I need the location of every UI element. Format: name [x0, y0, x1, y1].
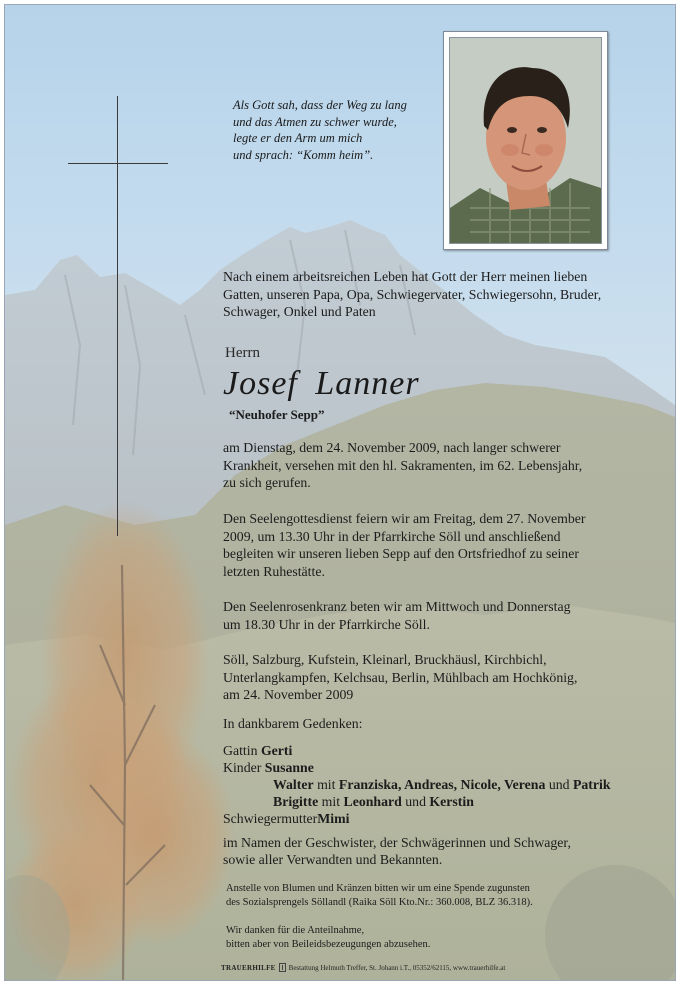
family-wife-row: [223, 742, 292, 759]
rosary-line: um 18.30 Uhr in der Pfarrkirche Söll.: [223, 616, 430, 632]
funeral-line: Den Seelengottesdienst feiern wir am Freitag, dem 27. November: [223, 511, 586, 526]
death-notice: [223, 439, 582, 492]
family-heading: In dankbarem Gedenken:: [223, 716, 363, 731]
children-label: Kinder: [223, 760, 262, 775]
poem-line: Als Gott sah, dass der Weg zu lang: [233, 98, 407, 112]
intro-text: [223, 268, 601, 321]
funeral-home-contact: Bestattung Helmuth Treffer, St. Johann i.T., 05352/62115, www.trauerhilfe.at: [288, 963, 506, 972]
grandchild-name: Kerstin: [429, 794, 474, 809]
connector: und: [548, 777, 570, 792]
places-line: Unterlangkampfen, Kelchsau, Berlin, Mühlbach am Hochkönig,: [223, 669, 578, 685]
poem-line: legte er den Arm um mich: [233, 131, 363, 145]
deceased-name: Josef Lanner: [223, 365, 420, 402]
cross-horizontal-bar: [68, 163, 168, 164]
places-line: Söll, Salzburg, Kufstein, Kleinarl, Bruckhäusl, Kirchbichl,: [223, 652, 547, 667]
death-line: zu sich gerufen.: [223, 475, 311, 490]
thanks-line: Wir danken für die Anteilnahme,: [226, 925, 365, 936]
grandchild-name: Leonhard: [343, 794, 402, 809]
family-children-row: [223, 759, 314, 776]
child-name: Brigitte: [273, 794, 319, 809]
portrait-photo: [449, 37, 602, 244]
grandchild-name: Patrik: [572, 777, 611, 792]
family-child-row: [273, 793, 474, 810]
donation-line: des Sozialsprengels Söllandl (Raika Söll Kto.Nr.: 360.008, BLZ 36.318).: [226, 897, 533, 908]
thanks-line: bitten aber von Beileidsbezeugungen abzusehen.: [226, 939, 431, 950]
relatives-line: sowie aller Verwandten und Bekannten.: [223, 852, 443, 867]
salutation: Herrn: [225, 345, 260, 361]
mother-in-law-label: Schwiegermutter: [223, 811, 318, 826]
deceased-nickname: “Neuhofer Sepp”: [229, 407, 325, 422]
rosary-notice: [223, 598, 571, 633]
grandchildren-names: Franziska, Andreas, Nicole, Verena: [338, 777, 546, 792]
funeral-notice: [223, 510, 585, 580]
wife-label: Gattin: [223, 743, 258, 758]
places-line: am 24. November 2009: [223, 687, 354, 702]
funeral-line: letzten Ruhestätte.: [223, 563, 325, 579]
intro-line: Schwager, Onkel und Paten: [223, 304, 376, 319]
funeral-home-brand: TRAUERHILFE: [221, 963, 276, 972]
funeral-line: 2009, um 13.30 Uhr in der Pfarrkirche Söll und anschließend: [223, 528, 561, 544]
portrait-frame: [443, 31, 608, 250]
death-line: Krankheit, versehen mit den hl. Sakramenten, im 62. Lebensjahr,: [223, 457, 583, 473]
connector: mit: [321, 794, 341, 809]
wife-name: Gerti: [260, 743, 293, 758]
memorial-poem: [233, 97, 407, 163]
intro-line: Nach einem arbeitsreichen Leben hat Gott der Herr meinen lieben: [223, 269, 588, 284]
donation-line: Anstelle von Blumen und Kränzen bitten wir um eine Spende zugunsten: [226, 883, 530, 894]
connector: und: [405, 794, 426, 809]
death-line: am Dienstag, dem 24. November 2009, nach langer schwerer: [223, 440, 561, 455]
child-name: Walter: [273, 777, 314, 792]
cross-logo-icon: [279, 963, 286, 972]
cross-vertical-bar: [117, 96, 118, 536]
relatives-line: im Namen der Geschwister, der Schwägerinnen und Schwager,: [223, 835, 571, 850]
poem-line: und sprach: “Komm heim”.: [233, 147, 374, 162]
rosary-line: Den Seelenrosenkranz beten wir am Mittwoch und Donnerstag: [223, 599, 571, 614]
places-dateline: [223, 651, 577, 704]
mother-in-law-name: Mimi: [317, 811, 350, 826]
obituary-card: [4, 4, 676, 981]
intro-line: Gatten, unseren Papa, Opa, Schwiegervater, Schwiegersohn, Bruder,: [223, 286, 602, 302]
family-mother-in-law-row: [223, 810, 349, 827]
funeral-line: begleiten wir unseren lieben Sepp auf den Ortsfriedhof zu seiner: [223, 546, 579, 561]
connector: mit: [317, 777, 336, 792]
family-child-row: [273, 776, 611, 793]
child-name: Susanne: [264, 760, 314, 775]
poem-line: und das Atmen zu schwer wurde,: [233, 114, 397, 129]
funeral-home-footer: [221, 963, 505, 972]
